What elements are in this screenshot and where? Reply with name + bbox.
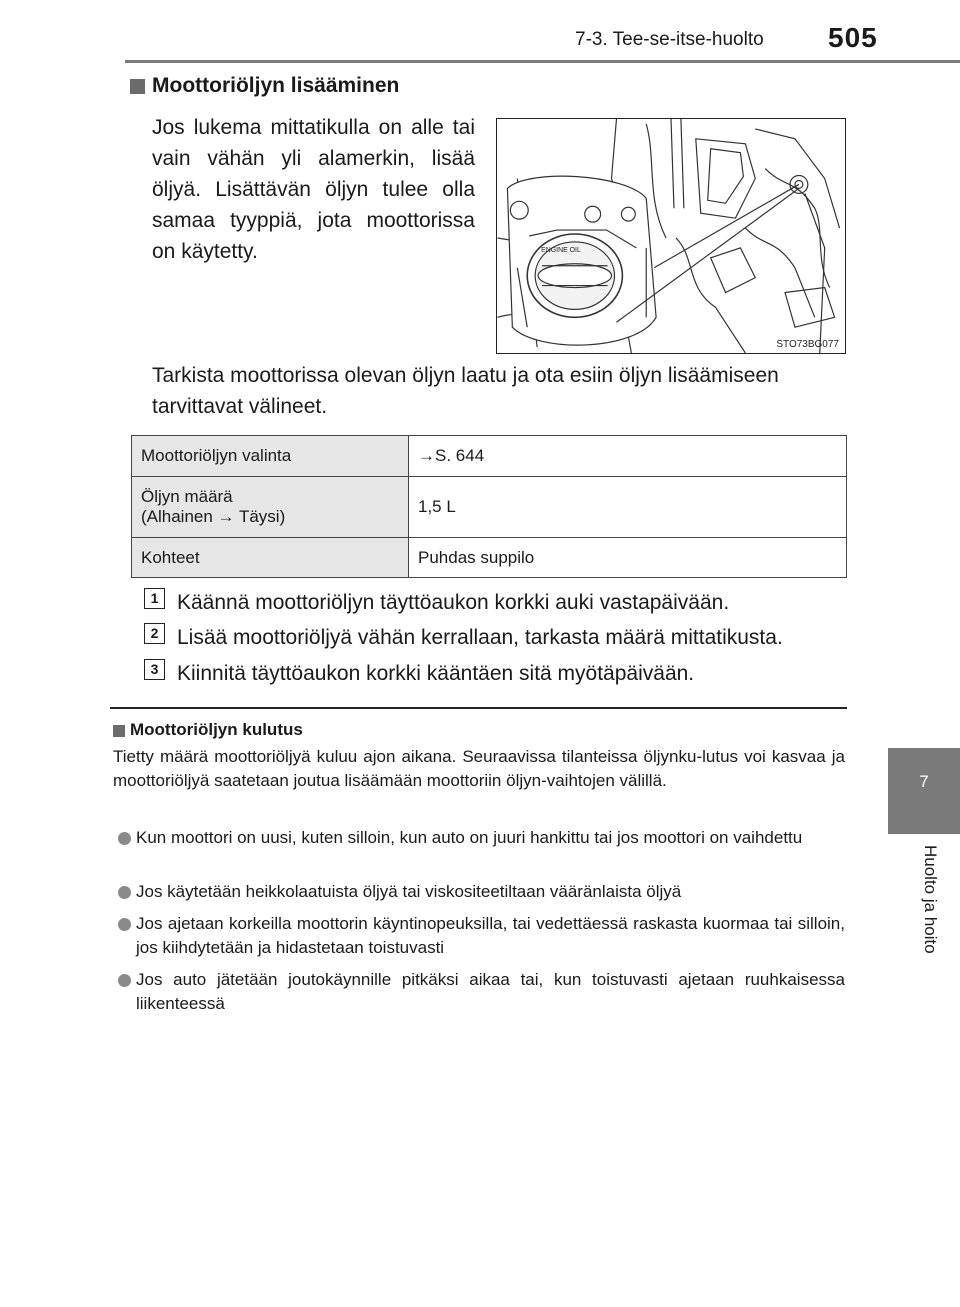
bullet-item: Kun moottori on uusi, kuten silloin, kun auto on juuri hankittu tai jos moottori on vaihdettu <box>136 828 803 847</box>
step-text: Kiinnitä täyttöaukon korkki kääntäen sitä myötäpäivään. <box>177 662 695 685</box>
table-key: Kohteet <box>132 538 409 578</box>
info-square-icon <box>113 725 125 737</box>
intro-paragraph: Jos lukema mittatikulla on alle tai vain vähän yli alamerkin, lisää öljyä. Lisättävän öljyn tulee olla samaa tyyppiä, jota moottorissa on käytetty. <box>152 116 475 263</box>
engine-oil-cap-illustration <box>496 118 846 354</box>
bullet-item: Jos auto jätetään joutokäynnille pitkäksi aikaa tai, kun toistuvasti ajetaan ruuhkaisessa liikenteessä <box>136 970 845 1013</box>
chapter-title: Huolto ja hoito <box>921 845 940 954</box>
step-text: Käännä moottoriöljyn täyttöaukon korkki auki vastapäivään. <box>177 591 730 614</box>
step-text: Lisää moottoriöljyä vähän kerrallaan, tarkasta määrä mittatikusta. <box>177 626 783 649</box>
table-key: Moottoriöljyn valinta <box>132 436 409 477</box>
table-value: Puhdas suppilo <box>409 538 847 578</box>
bullet-item: Jos käytetään heikkolaatuista öljyä tai viskositeetiltaan vääränlaista öljyä <box>136 882 682 901</box>
table-row <box>132 436 847 477</box>
bullet-icon <box>118 832 131 845</box>
table-key-line: (Alhainen → Täysi) <box>141 507 286 526</box>
table-key-line: Öljyn määrä <box>141 487 233 506</box>
bullet-icon <box>118 886 131 899</box>
bullet-icon <box>118 918 131 931</box>
engine-bay-drawing <box>497 119 845 353</box>
header-section-title: 7-3. Tee-se-itse-huolto <box>575 29 764 50</box>
step-number-badge: 1 <box>144 588 165 609</box>
check-paragraph: Tarkista moottorissa olevan öljyn laatu ja ota esiin öljyn lisäämiseen tarvittavat välineet. <box>152 364 779 418</box>
section-title: Moottoriöljyn lisääminen <box>152 74 400 97</box>
chapter-number: 7 <box>919 772 929 791</box>
section-square-icon <box>130 79 145 94</box>
table-row <box>132 538 847 578</box>
table-value: 1,5 L <box>409 477 847 538</box>
table-key <box>132 477 409 538</box>
bullet-item: Jos ajetaan korkeilla moottorin käyntinopeuksilla, tai vedettäessä raskasta kuormaa tai silloin, jos kiihdytetään ja hidastetaan toistuvasti <box>136 914 845 957</box>
table-value: →S. 644 <box>409 436 847 477</box>
info-title: Moottoriöljyn kulutus <box>130 720 303 739</box>
oil-cap-label: ENGINE OIL <box>541 246 581 254</box>
oil-info-table <box>131 435 847 578</box>
section-divider <box>110 707 847 709</box>
bullet-icon <box>118 974 131 987</box>
table-row <box>132 477 847 538</box>
info-paragraph: Tietty määrä moottoriöljyä kuluu ajon aikana. Seuraavissa tilanteissa öljynku-lutus voi kasvaa ja moottoriöljyä saatetaan joutua lisäämään moottoriin öljyn-vaihtojen välillä. <box>113 747 845 790</box>
header-rule <box>125 60 960 63</box>
figure-code: STO73BG077 <box>776 339 839 350</box>
page-number: 505 <box>828 22 878 53</box>
step-number-badge: 2 <box>144 623 165 644</box>
step-number-badge: 3 <box>144 659 165 680</box>
